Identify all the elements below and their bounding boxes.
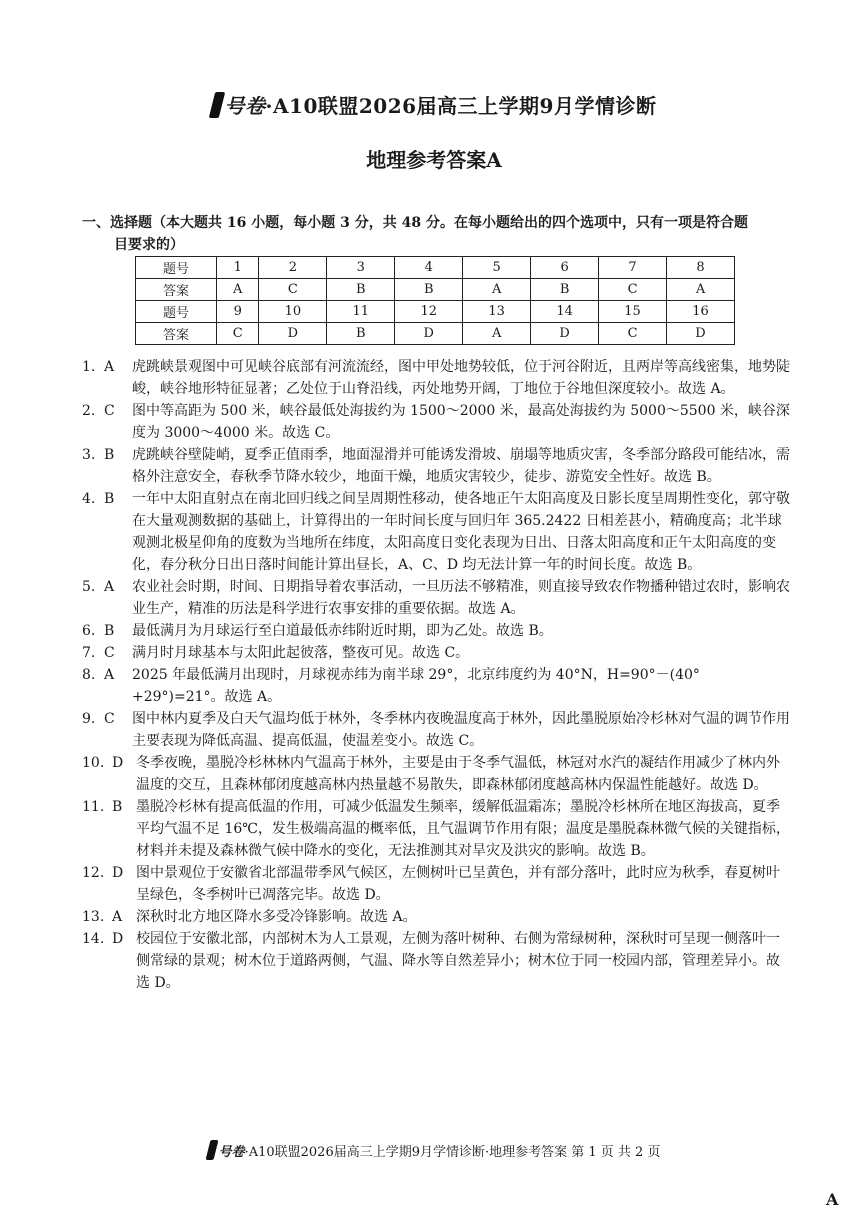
table-cell: 14 xyxy=(531,301,599,323)
list-item xyxy=(82,928,790,994)
list-item xyxy=(82,862,790,906)
question-text: 虎跳峡景观图中可见峡谷底部有河流流经，图中甲处地势较低，位于河谷附近，且两岸等高线密集，地势陡峻，峡谷地形特征显著；乙处位于山脊沿线，丙处地势开阔，丁地位于谷地但深度较小。故选 A。 xyxy=(132,359,790,397)
question-answer: D xyxy=(112,865,124,881)
question-answer: C xyxy=(104,711,115,727)
question-text: 冬季夜晚，墨脱冷杉林林内气温高于林外，主要是由于冬季气温低，林冠对水汽的凝结作用减少了林内外温度的交互，且森林郁闭度越高林内热量越不易散失，即森林郁闭度越高林内保温性能越好。故选 D。 xyxy=(136,755,780,793)
table-cell: 4 xyxy=(395,257,463,279)
question-answer: B xyxy=(112,799,123,815)
question-number: 3. xyxy=(82,447,96,463)
list-item xyxy=(82,400,790,444)
list-item xyxy=(82,664,790,708)
table-cell: C xyxy=(259,279,327,301)
brand-logo-icon xyxy=(205,1140,218,1160)
row-label-answer: 答案 xyxy=(136,279,217,301)
table-row xyxy=(136,279,735,301)
question-text: 图中林内夏季及白天气温均低于林外，冬季林内夜晚温度高于林外，因此墨脱原始冷杉林对气温的调节作用主要表现为降低高温、提高低温，使温差变小。故选 C。 xyxy=(132,711,790,749)
question-text: 最低满月为月球运行至白道最低赤纬附近时期，即为乙处。故选 B。 xyxy=(132,623,553,639)
question-number: 4. xyxy=(82,491,96,507)
list-item xyxy=(82,642,790,664)
table-cell: D xyxy=(259,323,327,345)
question-text: 墨脱冷杉林有提高低温的作用，可减少低温发生频率，缓解低温霜冻；墨脱冷杉林所在地区海拔高，夏季平均气温不足 16℃，发生极端高温的概率低，且气温调节作用有限；温度是墨脱森林微气候的关键指标，材料并未提及森林微气候中降水的变化，无法推测其对旱灾及洪灾的影响。故选 B。 xyxy=(136,799,790,859)
question-number: 13. xyxy=(82,909,105,925)
table-cell: B xyxy=(327,323,395,345)
question-number: 10. xyxy=(82,755,105,771)
list-item xyxy=(82,488,790,576)
footer-text: ·A10联盟2026届高三上学期9月学情诊断·地理参考答案 第 1 页 共 2 页 xyxy=(244,1145,661,1160)
page-title xyxy=(0,90,868,119)
question-text: 农业社会时期，时间、日期指导着农事活动，一旦历法不够精准，则直接导致农作物播种错过农时，影响农业生产，精准的历法是科学进行农事安排的重要依据。故选 A。 xyxy=(132,579,790,617)
exam-title: ·A10联盟2026届高三上学期9月学情诊断 xyxy=(265,94,657,118)
question-text: 图中等高距为 500 米，峡谷最低处海拔约为 1500～2000 米，最高处海拔约为 5000～5500 米，峡谷深度为 3000～4000 米。故选 C。 xyxy=(132,403,790,441)
list-item xyxy=(82,620,790,642)
table-row xyxy=(136,257,735,279)
question-answer: C xyxy=(104,403,115,419)
question-number: 7. xyxy=(82,645,96,661)
table-cell: 5 xyxy=(463,257,531,279)
answer-table xyxy=(135,256,735,345)
table-row xyxy=(136,323,735,345)
list-item xyxy=(82,906,790,928)
question-text: 满月时月球基本与太阳此起彼落，整夜可见。故选 C。 xyxy=(132,645,470,661)
row-label-answer: 答案 xyxy=(136,323,217,345)
section-heading xyxy=(82,212,792,256)
table-cell: A xyxy=(463,279,531,301)
question-number: 8. xyxy=(82,667,96,683)
table-cell: A xyxy=(667,279,735,301)
question-answer: A xyxy=(104,359,115,375)
table-cell: 2 xyxy=(259,257,327,279)
question-answer: B xyxy=(104,447,115,463)
question-answer: A xyxy=(104,667,115,683)
table-cell: 3 xyxy=(327,257,395,279)
table-cell: C xyxy=(217,323,259,345)
question-number: 6. xyxy=(82,623,96,639)
question-text: 校园位于安徽北部，内部树木为人工景观，左侧为落叶树种、右侧为常绿树种，深秋时可呈现一侧落叶一侧常绿的景观；树木位于道路两侧，气温、降水等自然差异小；树木位于同一校园内部，管理差异小。故选 D。 xyxy=(136,931,780,991)
table-cell: 9 xyxy=(217,301,259,323)
corner-mark: A xyxy=(826,1190,839,1209)
question-answer: D xyxy=(112,931,124,947)
table-cell: B xyxy=(327,279,395,301)
question-answer: B xyxy=(104,491,115,507)
table-cell: 11 xyxy=(327,301,395,323)
section-line-1: 一、选择题（本大题共 16 小题，每小题 3 分，共 48 分。在每小题给出的四个选项中，只有一项是符合题 xyxy=(82,215,748,231)
table-cell: D xyxy=(531,323,599,345)
list-item xyxy=(82,356,790,400)
question-text: 2025 年最低满月出现时，月球视赤纬为南半球 29°，北京纬度约为 40°N，H=90°－(40°+29°)=21°。故选 A。 xyxy=(132,667,700,705)
table-cell: C xyxy=(599,323,667,345)
list-item xyxy=(82,796,790,862)
footer-brand: 号卷 xyxy=(218,1145,245,1160)
table-row xyxy=(136,301,735,323)
list-item xyxy=(82,708,790,752)
question-answer: C xyxy=(104,645,115,661)
question-number: 2. xyxy=(82,403,96,419)
question-number: 14. xyxy=(82,931,105,947)
table-cell: B xyxy=(531,279,599,301)
question-text: 虎跳峡谷壁陡峭，夏季正值雨季，地面湿滑并可能诱发滑坡、崩塌等地质灾害，冬季部分路段可能结冰，需格外注意安全，春秋季节降水较少，地面干燥，地质灾害较少，徒步、游览安全性好。故选 B。 xyxy=(132,447,790,485)
table-cell: 8 xyxy=(667,257,735,279)
table-cell: 15 xyxy=(599,301,667,323)
answer-subtitle: 地理参考答案A xyxy=(366,148,502,172)
question-text: 一年中太阳直射点在南北回归线之间呈周期性移动，使各地正午太阳高度及日影长度呈周期性变化，郭守敬在大量观测数据的基础上，计算得出的一年时间长度与回归年 365.2422 日相差甚小，精确度高；北半球观测北极星仰角的度数为当地所在纬度，太阳高度日变化表现为日出、日落太阳高度和正午太阳高度的变化，春分秋分日出日落时间能计算出昼长，A、C、D 均无法计算一年的时间长度。故选 B。 xyxy=(132,491,790,573)
table-cell: 10 xyxy=(259,301,327,323)
table-cell: 1 xyxy=(217,257,259,279)
question-answer: B xyxy=(104,623,115,639)
table-cell: 16 xyxy=(667,301,735,323)
answer-explanations xyxy=(82,356,790,994)
question-number: 9. xyxy=(82,711,96,727)
row-label-number: 题号 xyxy=(136,301,217,323)
table-cell: A xyxy=(463,323,531,345)
table-cell: B xyxy=(395,279,463,301)
table-cell: 13 xyxy=(463,301,531,323)
question-text: 深秋时北方地区降水多受冷锋影响。故选 A。 xyxy=(136,909,417,925)
question-text: 图中景观位于安徽省北部温带季风气候区，左侧树叶已呈黄色，并有部分落叶，此时应为秋季，春夏树叶呈绿色，冬季树叶已凋落完毕。故选 D。 xyxy=(136,865,780,903)
question-answer: D xyxy=(112,755,124,771)
brand-name: 号卷 xyxy=(224,94,266,118)
table-cell: D xyxy=(667,323,735,345)
page-footer xyxy=(0,1140,868,1160)
table-cell: D xyxy=(395,323,463,345)
section-line-2: 目要求的） xyxy=(114,237,184,253)
table-cell: C xyxy=(599,279,667,301)
list-item xyxy=(82,576,790,620)
row-label-number: 题号 xyxy=(136,257,217,279)
list-item xyxy=(82,752,790,796)
table-cell: 6 xyxy=(531,257,599,279)
question-answer: A xyxy=(112,909,123,925)
question-number: 11. xyxy=(82,799,105,815)
question-number: 5. xyxy=(82,579,96,595)
question-answer: A xyxy=(104,579,115,595)
table-cell: 7 xyxy=(599,257,667,279)
table-cell: 12 xyxy=(395,301,463,323)
table-cell: A xyxy=(217,279,259,301)
brand-logo-icon xyxy=(208,92,224,118)
list-item xyxy=(82,444,790,488)
question-number: 12. xyxy=(82,865,105,881)
question-number: 1. xyxy=(82,359,96,375)
